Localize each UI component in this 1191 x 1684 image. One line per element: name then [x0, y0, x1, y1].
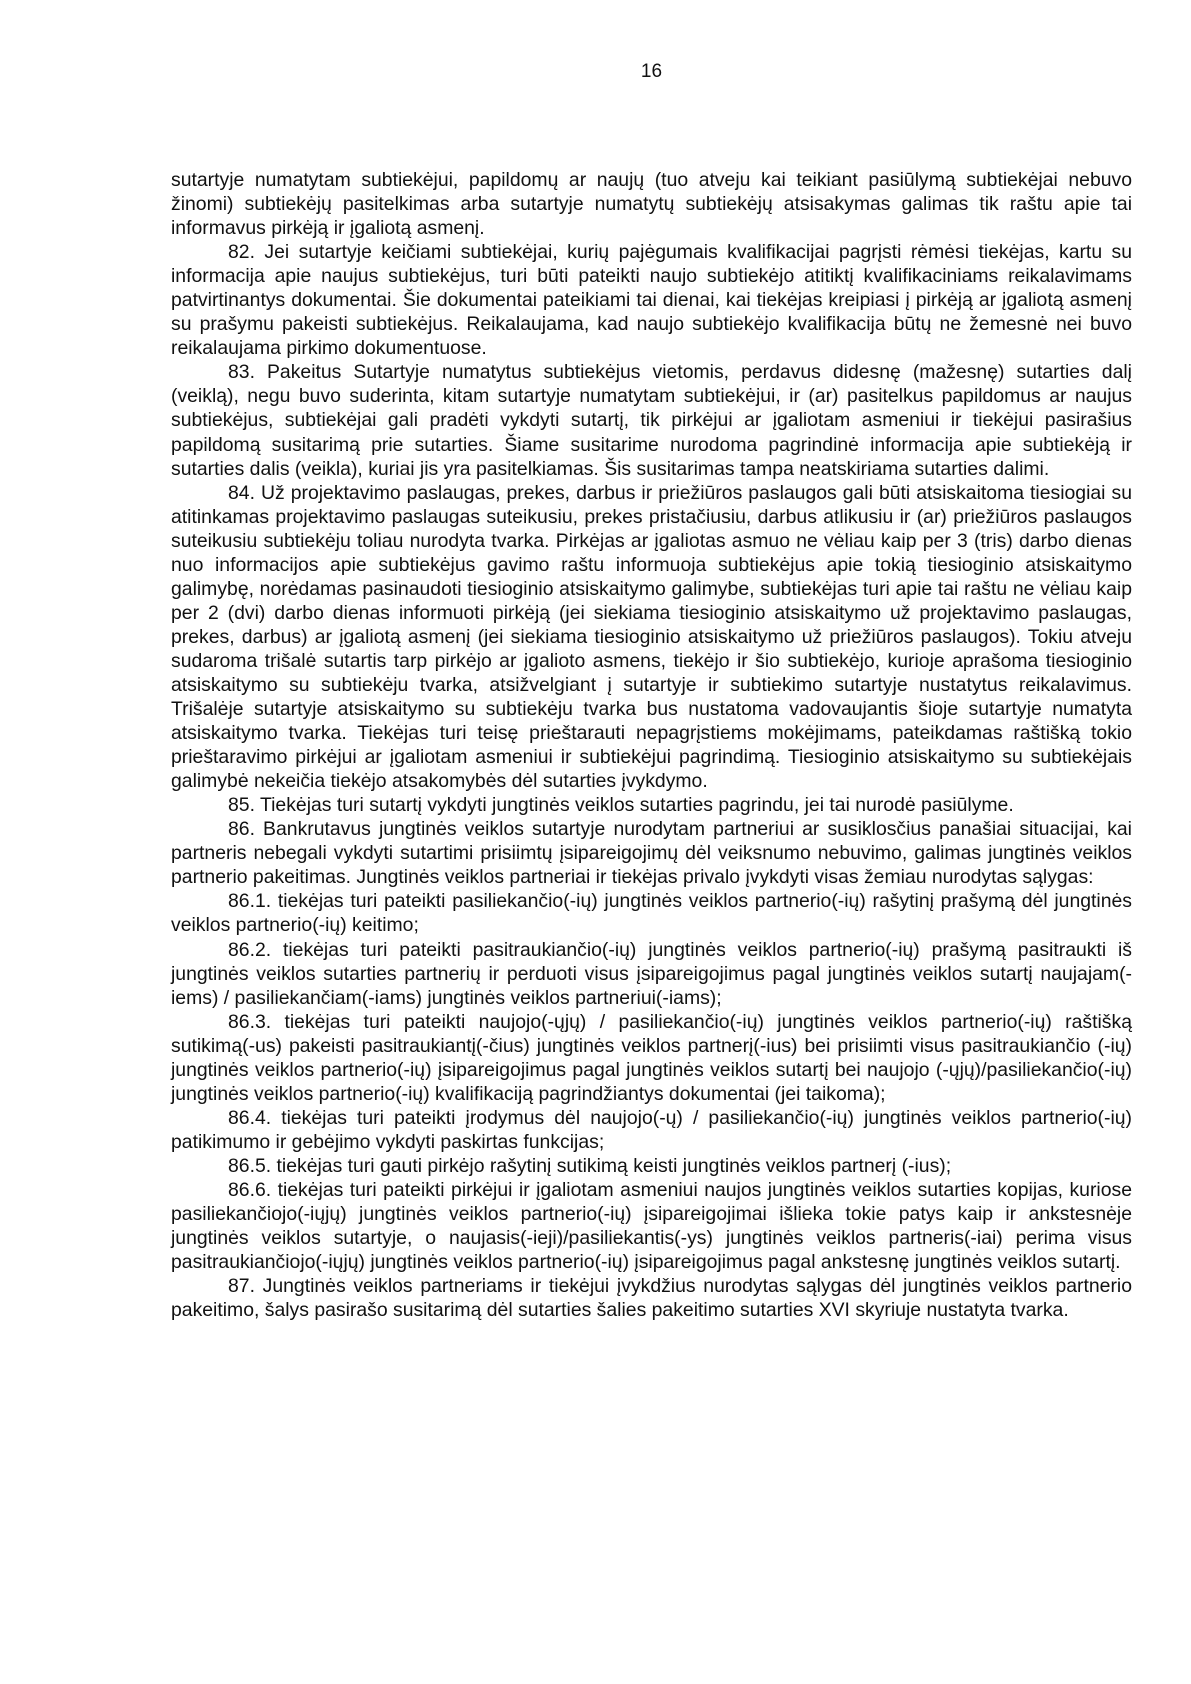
paragraph-83: 83. Pakeitus Sutartyje numatytus subtiekėjus vietomis, perdavus didesnę (mažesnę) sutarties dalį (veiklą), negu buvo suderinta, kitam sutartyje numatytam subtiekėjui, ir (ar) pasitelkus papildomus ar naujus subtiekėjus, subtiekėjai gali pradėti vykdyti sutartį, tik pirkėjui ar įgaliotam asmeniui ir tiekėjui pasirašius papildomą susitarimą prie sutarties. Šiame susitarime nurodoma pagrindinė informacija apie subtiekėją ir sutarties dalis (veikla), kuriai jis yra pasitelkiamas. Šis susitarimas tampa neatskiriama sutarties dalimi. [171, 361, 1132, 480]
paragraph-84: 84. Už projektavimo paslaugas, prekes, darbus ir priežiūros paslaugos gali būti atsiskaitoma tiesiogiai su atitinkamas projektavimo paslaugas suteikusiu, prekes pristačiusiu, darbus atlikusiu ir (ar) priežiūros paslaugos suteikusiu subtiekėju toliau nurodyta tvarka. Pirkėjas ar įgaliotas asmuo ne vėliau kaip per 3 (tris) darbo dienas nuo informacijos apie subtiekėjus gavimo raštu informuoja subtiekėjus apie tokią tiesioginio atsiskaitymo galimybę, norėdamas pasinaudoti tiesioginio atsiskaitymo galimybe, subtiekėjas turi apie tai raštu ne vėliau kaip per 2 (dvi) darbo dienas informuoti pirkėją (jei siekiama tiesioginio atsiskaitymo už projektavimo paslaugas, prekes, darbus) ar įgaliotą asmenį (jei siekiama tiesioginio atsiskaitymo už priežiūros paslaugos). Tokiu atveju sudaroma trišalė sutartis tarp pirkėjo ar įgalioto asmens, tiekėjo ir šio subtiekėjo, kurioje aprašoma tiesioginio atsiskaitymo su subtiekėju tvarka, atsižvelgiant į sutartyje ir subtiekimo sutartyje nustatytus reikalavimus. Trišalėje sutartyje atsiskaitymo su subtiekėju tvarka bus nustatoma vadovaujantis šioje sutartyje numatyta atsiskaitymo tvarka. Tiekėjas turi teisę prieštarauti nepagrįstiems mokėjimams, pateikdamas raštišką tokio prieštaravimo pirkėjui ar įgaliotam asmeniui ir subtiekėjui pagrindimą. Tiesioginio atsiskaitymo su subtiekėjais galimybė nekeičia tiekėjo atsakomybės dėl sutarties įvykdymo. [171, 481, 1132, 793]
paragraph-86-1: 86.1. tiekėjas turi pateikti pasiliekančio(-ių) jungtinės veiklos partnerio(-ių) rašytinį prašymą dėl jungtinės veiklos partnerio(-ių) keitimo; [171, 890, 1132, 937]
document-body [171, 168, 1132, 1322]
page-number: 16 [640, 61, 663, 82]
paragraph-85: 85. Tiekėjas turi sutartį vykdyti jungtinės veiklos sutarties pagrindu, jei tai nurodė pasiūlyme. [228, 794, 1014, 817]
paragraph-86-3: 86.3. tiekėjas turi pateikti naujojo(-ųjų) / pasiliekančio(-ių) jungtinės veiklos partnerio(-ių) raštišką sutikimą(-us) pakeisti pasitraukiantį(-čius) jungtinės veiklos partnerį(-ius) bei prisiimti visus pasitraukiančio (-ių) jungtinės veiklos partnerio(-ių) įsipareigojimus pagal jungtinės veiklos sutartį bei naujojo (-ųjų)/pasiliekančio(-ių) jungtinės veiklos partnerio(-ių) kvalifikaciją pagrindžiantys dokumentai (jei taikoma); [171, 1010, 1132, 1105]
paragraph-86-2: 86.2. tiekėjas turi pateikti pasitraukiančio(-ių) jungtinės veiklos partnerio(-ių) prašymą pasitraukti iš jungtinės veiklos sutarties partnerių ir perduoti visus įsipareigojimus pagal jungtinės veiklos sutartį naujajam(-iems) / pasiliekančiam(-iams) jungtinės veiklos partneriui(-iams); [171, 938, 1132, 1009]
paragraph-continuation: sutartyje numatytam subtiekėjui, papildomų ar naujų (tuo atveju kai teikiant pasiūlymą subtiekėjai nebuvo žinomi) subtiekėjų pasitelkimas arba sutartyje numatytų subtiekėjų atsisakymas galimas tik raštu apie tai informavus pirkėją ir įgaliotą asmenį. [171, 169, 1132, 240]
paragraph-82: 82. Jei sutartyje keičiami subtiekėjai, kurių pajėgumais kvalifikacijai pagrįsti rėmėsi tiekėjas, kartu su informacija apie naujus subtiekėjus, turi būti pateikti naujo subtiekėjo atitiktį kvalifikaciniams reikalavimams patvirtinantys dokumentai. Šie dokumentai pateikiami tai dienai, kai tiekėjas kreipiasi į pirkėją ar įgaliotą asmenį su prašymu pakeisti subtiekėjus. Reikalaujama, kad naujo subtiekėjo kvalifikacija būtų ne žemesnė nei buvo reikalaujama pirkimo dokumentuose. [171, 241, 1132, 360]
paragraph-86-4: 86.4. tiekėjas turi pateikti įrodymus dėl naujojo(-ų) / pasiliekančio(-ių) jungtinės veiklos partnerio(-ių) patikimumo ir gebėjimo vykdyti paskirtas funkcijas; [171, 1106, 1132, 1153]
paragraph-86: 86. Bankrutavus jungtinės veiklos sutartyje nurodytam partneriui ar susiklosčius panašiai situacijai, kai partneris nebegali vykdyti sutartimi prisiimtų įsipareigojimų dėl veiksnumo nebuvimo, galimas jungtinės veiklos partnerio pakeitimas. Jungtinės veiklos partneriai ir tiekėjas privalo įvykdyti visas žemiau nurodytas sąlygas: [171, 818, 1132, 889]
paragraph-86-5: 86.5. tiekėjas turi gauti pirkėjo rašytinį sutikimą keisti jungtinės veiklos partnerį (-ius); [228, 1154, 952, 1177]
paragraph-86-6: 86.6. tiekėjas turi pateikti pirkėjui ir įgaliotam asmeniui naujos jungtinės veiklos sutarties kopijas, kuriose pasiliekančiojo(-iųjų) jungtinės veiklos partnerio(-ių) įsipareigojimai išlieka tokie patys kaip ir ankstesnėje jungtinės veiklos sutartyje, o naujasis(-ieji)/pasiliekantis(-ys) jungtinės veiklos partneris(-iai) perima visus pasitraukiančiojo(-iųjų) jungtinės veiklos partnerio(-ių) įsipareigojimus pagal ankstesnę jungtinės veiklos sutartį. [171, 1178, 1132, 1274]
paragraph-87: 87. Jungtinės veiklos partneriams ir tiekėjui įvykdžius nurodytas sąlygas dėl jungtinės veiklos partnerio pakeitimo, šalys pasirašo susitarimą dėl sutarties šalies pakeitimo sutarties XVI skyriuje nustatyta tvarka. [171, 1275, 1132, 1322]
